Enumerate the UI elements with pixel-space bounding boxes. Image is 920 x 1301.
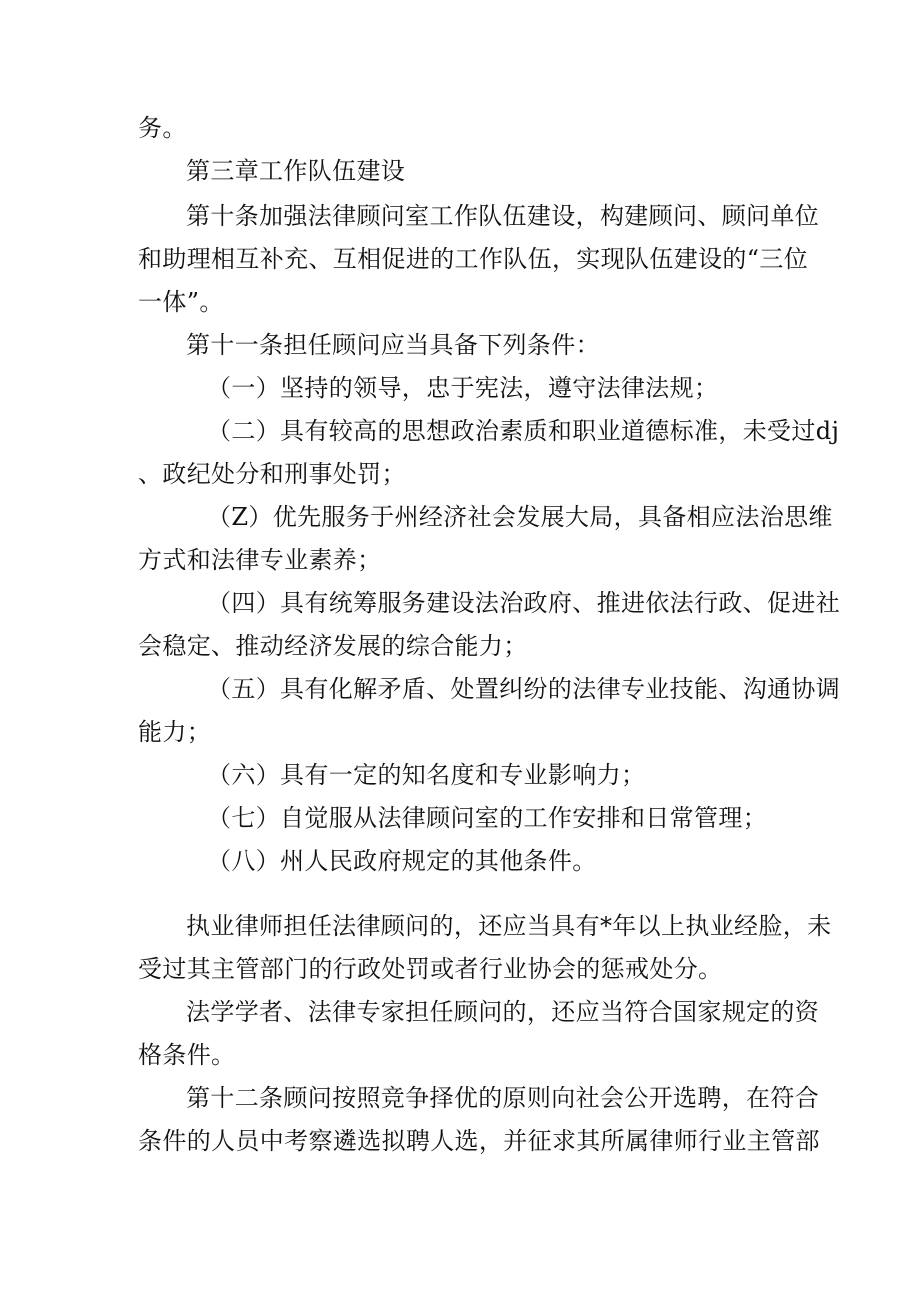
text-line: 受过其主管部门的行政处罚或者行业协会的惩戒处分。	[138, 955, 723, 983]
text-line: 第十二条顾问按照竞争择优的原则向社会公开选聘，在符合	[186, 1084, 820, 1112]
text-line: 格条件。	[138, 1041, 236, 1069]
list-item: （五）具有化解矛盾、处置纠纷的法律专业技能、沟通协调	[207, 675, 841, 703]
text-line: 、政纪处分和刑事处罚；	[138, 460, 406, 488]
list-item: （二）具有较高的思想政治素质和职业道德标准，未受过dj	[207, 417, 840, 445]
text-line: 第十一条担任顾问应当具备下列条件：	[186, 331, 600, 359]
text-line: 一体”。	[138, 288, 224, 316]
list-item: （八）州人民政府规定的其他条件。	[207, 847, 597, 875]
text-line: 务。	[138, 114, 187, 142]
list-item: （七）自觉服从法律顾问室的工作安排和日常管理；	[207, 804, 768, 832]
text-line: 第十条加强法律顾问室工作队伍建设，构建顾问、顾问单位	[186, 202, 820, 230]
text-line: 执业律师担任法律顾问的，还应当具有*年以上执业经脸，未	[186, 912, 832, 940]
list-item: （Z）优先服务于州经济社会发展大局，具备相应法治思维	[207, 503, 833, 531]
text-line: 会稳定、推动经济发展的综合能力；	[138, 632, 528, 660]
text-line: 和助理相互补充、互相促进的工作队伍，实现队伍建设的“三位	[138, 245, 809, 273]
list-item: （六）具有一定的知名度和专业影响力；	[207, 761, 646, 789]
text-line: 法学学者、法律专家担任顾问的，还应当符合国家规定的资	[186, 998, 820, 1026]
chapter-heading: 第三章工作队伍建设	[186, 157, 406, 185]
text-line: 条件的人员中考察遴选拟聘人选，并征求其所属律师行业主管部	[138, 1127, 820, 1155]
text-line: 能力；	[138, 718, 212, 746]
list-item: （一）坚持的领导，忠于宪法，遵守法律法规；	[207, 374, 719, 402]
text-line: 方式和法律专业素养；	[138, 546, 382, 574]
list-item: （四）具有统筹服务建设法治政府、推进依法行政、促进社	[207, 589, 841, 617]
